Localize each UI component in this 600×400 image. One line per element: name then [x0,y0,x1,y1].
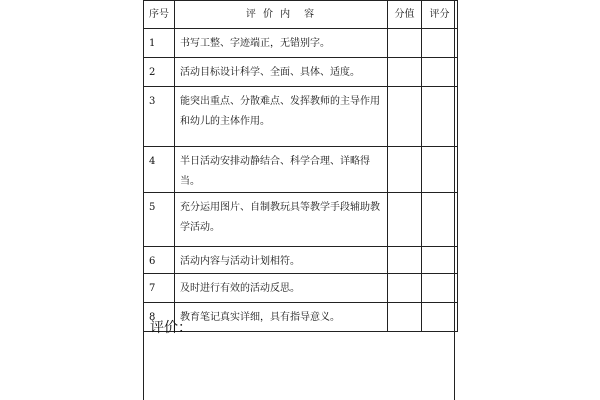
row-no: 6 [144,247,175,274]
row-score-cell[interactable] [422,247,458,274]
header-value: 分值 [388,1,422,29]
header-score: 评分 [422,1,458,29]
header-content: 评 价 内 容 [175,1,388,29]
row-value-cell[interactable] [388,274,422,303]
criteria-table [143,0,458,332]
table-row [144,29,458,58]
evaluation-form [143,0,455,400]
row-content: 充分运用图片、自制教玩具等教学手段辅助教学活动。 [175,193,388,247]
row-content: 能突出重点、分散难点、发挥教师的主导作用和幼儿的主体作用。 [175,87,388,147]
row-content: 半日活动安排动静结合、科学合理、详略得当。 [175,147,388,193]
row-score-cell[interactable] [422,58,458,87]
row-value-cell[interactable] [388,29,422,58]
row-no: 5 [144,193,175,247]
row-content: 书写工整、字迹端正，无错别字。 [175,29,388,58]
header-no: 序号 [144,1,175,29]
table-row [144,147,458,193]
row-content: 活动目标设计科学、全面、具体、适度。 [175,58,388,87]
row-no: 3 [144,87,175,147]
evaluation-area[interactable] [144,315,454,400]
row-content: 及时进行有效的活动反思。 [175,274,388,303]
row-no: 7 [144,274,175,303]
row-score-cell[interactable] [422,87,458,147]
evaluation-label: 评价： [150,320,192,336]
table-row [144,87,458,147]
row-content: 教育笔记真实详细，具有指导意义。 [175,303,388,332]
table-row [144,247,458,274]
row-score-cell[interactable] [422,147,458,193]
row-no: 1 [144,29,175,58]
row-score-cell[interactable] [422,193,458,247]
table-row [144,193,458,247]
row-score-cell[interactable] [422,274,458,303]
row-content: 活动内容与活动计划相符。 [175,247,388,274]
table-header-row [144,1,458,29]
row-value-cell[interactable] [388,58,422,87]
table-row [144,58,458,87]
row-value-cell[interactable] [388,87,422,147]
row-value-cell[interactable] [388,193,422,247]
row-no: 4 [144,147,175,193]
table-row [144,274,458,303]
row-value-cell[interactable] [388,147,422,193]
row-no: 8 [144,303,175,332]
row-value-cell[interactable] [388,247,422,274]
row-no: 2 [144,58,175,87]
row-score-cell[interactable] [422,29,458,58]
